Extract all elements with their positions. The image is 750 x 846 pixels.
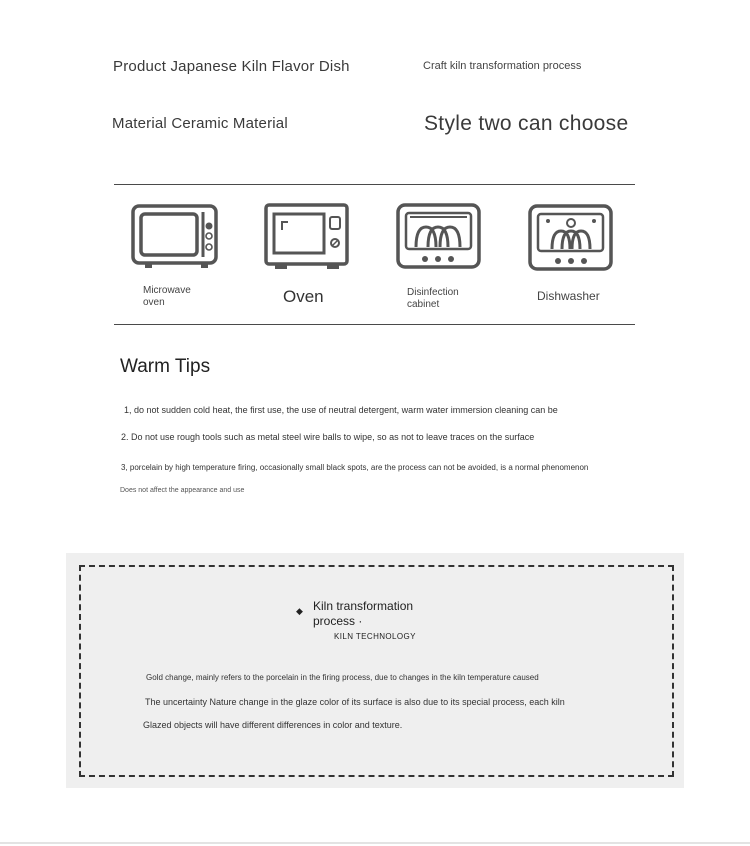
dishwasher-label: Dishwasher: [537, 289, 600, 303]
kiln-paragraph-line1: Gold change, mainly refers to the porcelain in the firing process, due to changes in the kiln temperature caused: [146, 673, 539, 682]
craft-spec: Craft kiln transformation process: [423, 60, 582, 72]
warm-tips-title: Warm Tips: [120, 356, 211, 377]
divider-bottom: [114, 324, 635, 325]
divider-top: [114, 184, 635, 185]
disinfection-cabinet-icon: [396, 203, 482, 271]
tip-item-3: 3, porcelain by high temperature firing, occasionally small black spots, are the process can not be avoided, is a normal phenomenon: [121, 463, 589, 472]
kiln-subtitle: KILN TECHNOLOGY: [334, 632, 416, 641]
dishwasher-icon: [528, 204, 614, 272]
kiln-title-line2: process ·: [313, 614, 363, 628]
kiln-dashed-frame: [79, 565, 674, 777]
disinfection-cabinet-label: Disinfection cabinet: [407, 287, 459, 310]
tip-item-1: 1, do not sudden cold heat, the first use, the use of neutral detergent, warm water immersion cleaning can be: [124, 405, 558, 415]
oven-icon: [264, 203, 350, 271]
tip-item-4: Does not affect the appearance and use: [120, 487, 245, 494]
material-spec: Material Ceramic Material: [112, 115, 288, 132]
kiln-paragraph-line2: The uncertainty Nature change in the glaze color of its surface is also due to its special process, each kiln: [145, 697, 565, 707]
oven-label: Oven: [283, 287, 324, 306]
kiln-paragraph-line3: Glazed objects will have different differences in color and texture.: [143, 720, 403, 730]
style-spec: Style two can choose: [424, 112, 629, 135]
tip-item-2: 2. Do not use rough tools such as metal steel wire balls to wipe, so as not to leave traces on the surface: [121, 432, 535, 442]
microwave-label: Microwave oven: [143, 285, 191, 308]
diamond-bullet-icon: ◆: [296, 606, 303, 616]
product-spec: Product Japanese Kiln Flavor Dish: [113, 58, 350, 75]
microwave-icon: [131, 204, 219, 270]
kiln-title-line1: Kiln transformation: [313, 599, 414, 613]
page-bottom-divider: [0, 842, 750, 844]
